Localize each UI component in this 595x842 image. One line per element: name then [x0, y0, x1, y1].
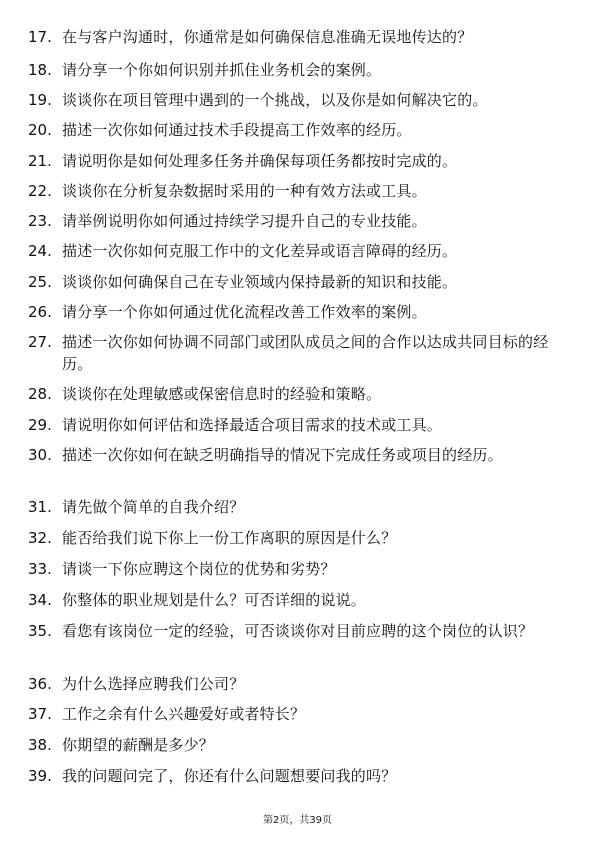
- question-number: 20.: [28, 121, 52, 139]
- question-text: 请分享一个你如何识别并抓住业务机会的案例。: [62, 61, 382, 79]
- question-text: 请分享一个你如何通过优化流程改善工作效率的案例。: [62, 303, 427, 321]
- question-number: 17.: [28, 28, 52, 46]
- question-text: 描述一次你如何协调不同部门或团队成员之间的合作以达成共同目标的经历。: [62, 333, 549, 373]
- question-text: 能否给我们说下你上一份工作离职的原因是什么？: [62, 529, 397, 547]
- question-text: 谈谈你在分析复杂数据时采用的一种有效方法或工具。: [62, 182, 427, 200]
- question-text: 请举例说明你如何通过持续学习提升自己的专业技能。: [62, 212, 427, 230]
- question-text: 工作之余有什么兴趣爱好或者特长？: [62, 705, 306, 723]
- question-number: 22.: [28, 182, 52, 200]
- question-number: 19.: [28, 91, 52, 109]
- question-text: 描述一次你如何在缺乏明确指导的情况下完成任务或项目的经历。: [62, 446, 503, 464]
- question-number: 36.: [28, 675, 52, 693]
- question-number: 28.: [28, 385, 52, 403]
- question-text: 你整体的职业规划是什么？可否详细的说说。: [62, 591, 367, 609]
- question-number: 21.: [28, 152, 52, 170]
- question-number: 30.: [28, 446, 52, 464]
- question-number: 39.: [28, 767, 52, 785]
- page-number-footer: 第2页，共39页: [262, 815, 333, 826]
- question-text: 谈谈你在项目管理中遇到的一个挑战，以及你是如何解决它的。: [62, 91, 488, 109]
- question-number: 26.: [28, 303, 52, 321]
- question-text: 请说明你如何评估和选择最适合项目需求的技术或工具。: [62, 416, 443, 434]
- question-text: 在与客户沟通时，你通常是如何确保信息准确无误地传达的？: [62, 28, 473, 46]
- question-text: 请说明你是如何处理多任务并确保每项任务都按时完成的。: [62, 152, 458, 170]
- question-number: 23.: [28, 212, 52, 230]
- question-number: 35.: [28, 622, 52, 640]
- question-number: 24.: [28, 242, 52, 260]
- question-text: 为什么选择应聘我们公司？: [62, 675, 245, 693]
- question-text: 你期望的薪酬是多少？: [62, 736, 215, 754]
- question-text: 看您有该岗位一定的经验，可否谈谈你对目前应聘的这个岗位的认识？: [62, 622, 534, 640]
- question-number: 29.: [28, 416, 52, 434]
- question-number: 31.: [28, 498, 52, 516]
- question-number: 34.: [28, 591, 52, 609]
- question-text: 谈谈你如何确保自己在专业领域内保持最新的知识和技能。: [62, 273, 458, 291]
- question-text: 我的问题问完了，你还有什么问题想要问我的吗？: [62, 767, 397, 785]
- question-text: 请先做个简单的自我介绍？: [62, 498, 245, 516]
- question-text: 描述一次你如何克服工作中的文化差异或语言障碍的经历。: [62, 242, 458, 260]
- question-number: 32.: [28, 529, 52, 547]
- question-number: 37.: [28, 705, 52, 723]
- question-number: 25.: [28, 273, 52, 291]
- question-text: 谈谈你在处理敏感或保密信息时的经验和策略。: [62, 385, 382, 403]
- question-number: 33.: [28, 560, 52, 578]
- question-number: 18.: [28, 61, 52, 79]
- question-text: 请谈一下你应聘这个岗位的优势和劣势？: [62, 560, 336, 578]
- question-number: 38.: [28, 736, 52, 754]
- question-text: 描述一次你如何通过技术手段提高工作效率的经历。: [62, 121, 412, 139]
- question-number: 27.: [28, 333, 52, 351]
